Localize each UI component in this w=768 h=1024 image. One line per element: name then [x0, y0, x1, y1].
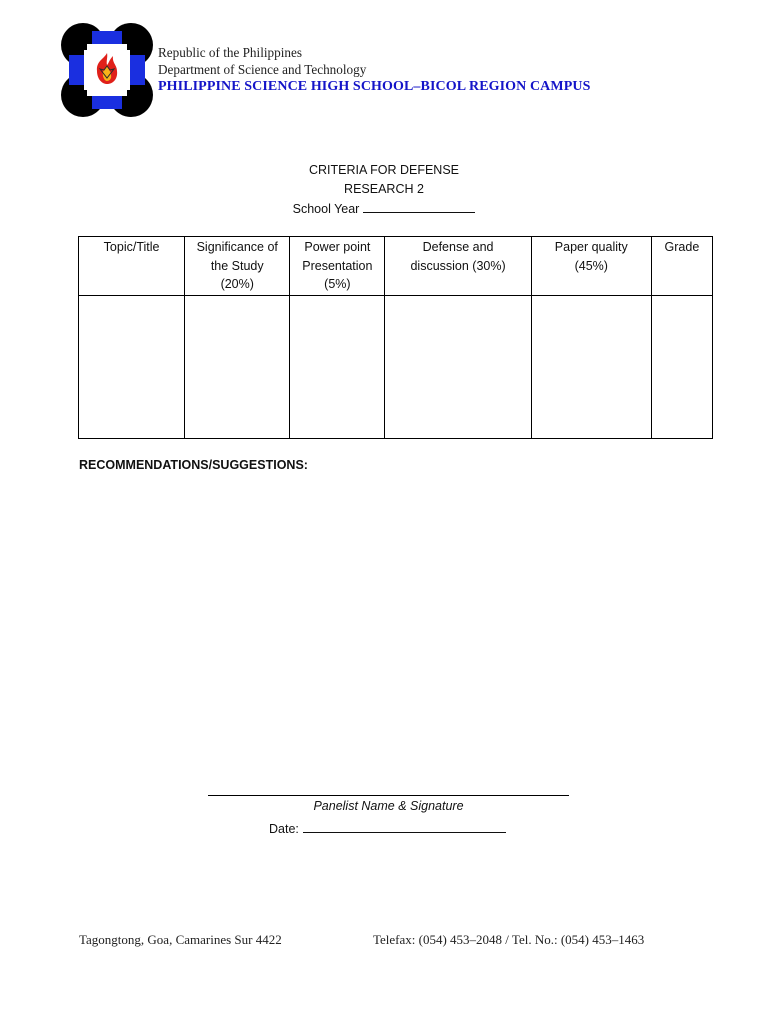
footer-address: Tagongtong, Goa, Camarines Sur 4422 — [79, 932, 282, 947]
header-grade: Grade — [651, 237, 712, 296]
date-row — [269, 818, 506, 836]
school-year-row — [0, 198, 768, 219]
date-label: Date: — [269, 822, 299, 836]
criteria-table — [78, 236, 713, 439]
school-year-label: School Year — [292, 202, 360, 217]
title-line-2: RESEARCH 2 — [344, 181, 424, 196]
recommendations-label: RECOMMENDATIONS/SUGGESTIONS: — [79, 458, 308, 472]
school-logo — [60, 23, 154, 117]
signature-caption: Panelist Name & Signature — [313, 799, 464, 813]
header-paper-quality: Paper quality (45%) — [531, 237, 651, 296]
letterhead — [158, 45, 590, 96]
header-significance: Significance of the Study (20%) — [185, 237, 290, 296]
title-line-1: CRITERIA FOR DEFENSE — [308, 163, 460, 177]
footer-contact: Telefax: (054) 453–2048 / Tel. No.: (054) 453–1463 — [373, 932, 645, 947]
table-row — [79, 296, 713, 439]
letterhead-department: Department of Science and Technology — [158, 61, 367, 77]
header-defense: Defense and discussion (30%) — [385, 237, 531, 296]
cell-topic-title[interactable] — [79, 296, 185, 439]
header-powerpoint: Power point Presentation (5%) — [290, 237, 385, 296]
criteria-header-row — [79, 237, 713, 296]
cell-defense[interactable] — [385, 296, 531, 439]
cell-significance[interactable] — [185, 296, 290, 439]
signature-line[interactable] — [208, 795, 569, 796]
letterhead-country: Republic of the Philippines — [158, 45, 302, 60]
header-topic-title: Topic/Title — [79, 237, 185, 296]
school-year-blank[interactable] — [363, 198, 475, 213]
cell-paper-quality[interactable] — [531, 296, 651, 439]
cell-powerpoint[interactable] — [290, 296, 385, 439]
cell-grade[interactable] — [651, 296, 712, 439]
date-blank[interactable] — [303, 818, 506, 833]
letterhead-school: PHILIPPINE SCIENCE HIGH SCHOOL–BICOL REGION CAMPUS — [158, 79, 591, 94]
document-title — [0, 161, 768, 219]
